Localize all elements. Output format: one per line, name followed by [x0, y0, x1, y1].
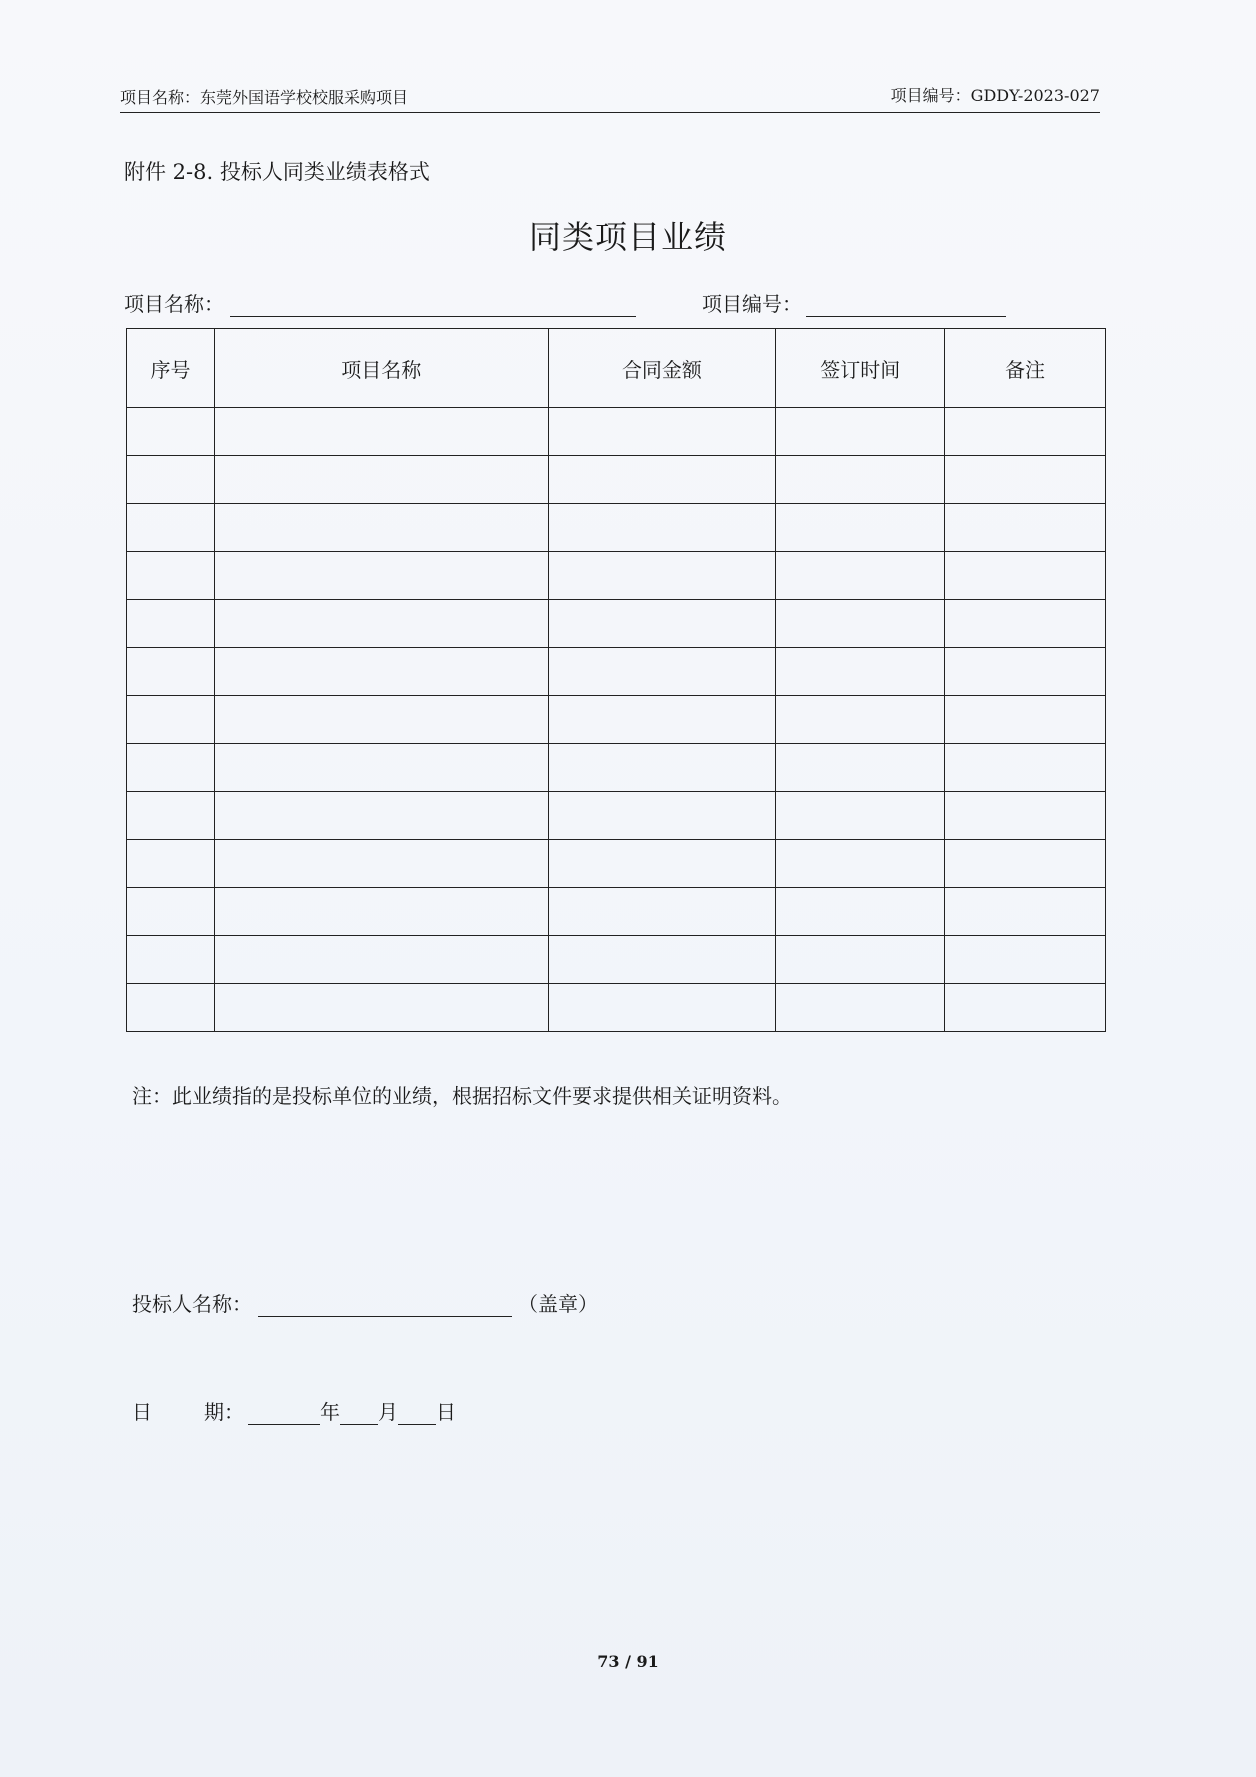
table-cell-sign-date	[776, 840, 945, 888]
table-cell-project-name	[214, 408, 548, 456]
project-name-blank	[230, 294, 636, 317]
page-header	[120, 84, 1100, 113]
project-name-field	[124, 288, 636, 317]
bidder-signature-line	[132, 1288, 598, 1317]
column-header-sign-date: 签订时间	[776, 329, 945, 408]
project-code-label: 项目编号：	[702, 292, 802, 316]
table-cell-index	[127, 792, 215, 840]
table-row	[127, 984, 1106, 1032]
table-row	[127, 792, 1106, 840]
table-cell-contract-amount	[548, 888, 776, 936]
bidder-name-label: 投标人名称：	[132, 1292, 252, 1316]
table-cell-index	[127, 552, 215, 600]
attachment-title: 附件 2-8. 投标人同类业绩表格式	[124, 160, 430, 184]
column-header-project-name: 项目名称	[214, 329, 548, 408]
table-cell-project-name	[214, 792, 548, 840]
document-title: 同类项目业绩	[528, 218, 727, 256]
year-blank	[248, 1402, 320, 1425]
table-cell-remarks	[945, 504, 1106, 552]
table-cell-sign-date	[776, 936, 945, 984]
column-header-contract-amount: 合同金额	[548, 329, 776, 408]
table-cell-index	[127, 696, 215, 744]
table-cell-index	[127, 888, 215, 936]
table-cell-index	[127, 840, 215, 888]
date-label-second: 期：	[204, 1400, 244, 1424]
table-row	[127, 840, 1106, 888]
table-cell-sign-date	[776, 456, 945, 504]
table-cell-sign-date	[776, 888, 945, 936]
day-label: 日	[436, 1400, 456, 1424]
bidder-name-blank	[258, 1294, 512, 1317]
table-cell-sign-date	[776, 792, 945, 840]
table-cell-contract-amount	[548, 936, 776, 984]
table-cell-index	[127, 456, 215, 504]
table-cell-remarks	[945, 792, 1106, 840]
table-cell-contract-amount	[548, 648, 776, 696]
table-cell-project-name	[214, 456, 548, 504]
table-cell-project-name	[214, 840, 548, 888]
table-cell-sign-date	[776, 600, 945, 648]
table-row	[127, 456, 1106, 504]
header-project-name: 项目名称：东莞外国语学校校服采购项目	[120, 88, 409, 107]
table-cell-index	[127, 408, 215, 456]
table-row	[127, 744, 1106, 792]
header-project-code: 项目编号：GDDY-2023-027	[890, 86, 1100, 105]
table-cell-remarks	[945, 984, 1106, 1032]
table-cell-contract-amount	[548, 744, 776, 792]
project-code-field	[702, 288, 1006, 317]
table-cell-remarks	[945, 408, 1106, 456]
table-cell-remarks	[945, 648, 1106, 696]
table-row	[127, 600, 1106, 648]
table-cell-project-name	[214, 696, 548, 744]
day-blank	[398, 1402, 436, 1425]
table-cell-contract-amount	[548, 504, 776, 552]
project-name-label: 项目名称：	[124, 292, 224, 316]
seal-label: （盖章）	[518, 1292, 598, 1316]
table-cell-contract-amount	[548, 792, 776, 840]
table-cell-remarks	[945, 840, 1106, 888]
table-row	[127, 648, 1106, 696]
table-cell-project-name	[214, 648, 548, 696]
table-cell-sign-date	[776, 648, 945, 696]
page-number: 73 / 91	[597, 1652, 659, 1671]
table-cell-sign-date	[776, 504, 945, 552]
column-header-index: 序号	[127, 329, 215, 408]
table-cell-remarks	[945, 888, 1106, 936]
table-cell-contract-amount	[548, 456, 776, 504]
date-line	[132, 1396, 456, 1425]
table-cell-index	[127, 648, 215, 696]
column-header-remarks: 备注	[945, 329, 1106, 408]
table-cell-project-name	[214, 744, 548, 792]
table-row	[127, 888, 1106, 936]
table-cell-project-name	[214, 888, 548, 936]
project-code-blank	[806, 294, 1006, 317]
table-cell-project-name	[214, 504, 548, 552]
table-cell-sign-date	[776, 696, 945, 744]
month-blank	[340, 1402, 378, 1425]
table-cell-project-name	[214, 600, 548, 648]
note-text: 注：此业绩指的是投标单位的业绩，根据招标文件要求提供相关证明资料。	[132, 1084, 792, 1108]
table-cell-sign-date	[776, 744, 945, 792]
table-cell-index	[127, 936, 215, 984]
table-cell-contract-amount	[548, 408, 776, 456]
table-cell-remarks	[945, 936, 1106, 984]
table-cell-project-name	[214, 936, 548, 984]
table-cell-contract-amount	[548, 696, 776, 744]
month-label: 月	[378, 1400, 398, 1424]
table-cell-project-name	[214, 984, 548, 1032]
table-cell-index	[127, 984, 215, 1032]
table-cell-remarks	[945, 744, 1106, 792]
table-cell-remarks	[945, 600, 1106, 648]
table-cell-sign-date	[776, 552, 945, 600]
table-cell-project-name	[214, 552, 548, 600]
table-row	[127, 936, 1106, 984]
table-row	[127, 696, 1106, 744]
table-cell-remarks	[945, 456, 1106, 504]
date-label-first: 日	[132, 1400, 152, 1424]
table-cell-sign-date	[776, 984, 945, 1032]
table-cell-sign-date	[776, 408, 945, 456]
table-body	[127, 408, 1106, 1032]
table-row	[127, 552, 1106, 600]
table-cell-index	[127, 504, 215, 552]
table-cell-index	[127, 744, 215, 792]
table-cell-contract-amount	[548, 840, 776, 888]
table-cell-remarks	[945, 552, 1106, 600]
table-cell-contract-amount	[548, 552, 776, 600]
table-row	[127, 504, 1106, 552]
table-cell-contract-amount	[548, 600, 776, 648]
table-cell-contract-amount	[548, 984, 776, 1032]
table-cell-remarks	[945, 696, 1106, 744]
table-cell-index	[127, 600, 215, 648]
year-label: 年	[320, 1400, 340, 1424]
performance-table	[126, 328, 1106, 1032]
table-header-row	[127, 329, 1106, 408]
table-row	[127, 408, 1106, 456]
